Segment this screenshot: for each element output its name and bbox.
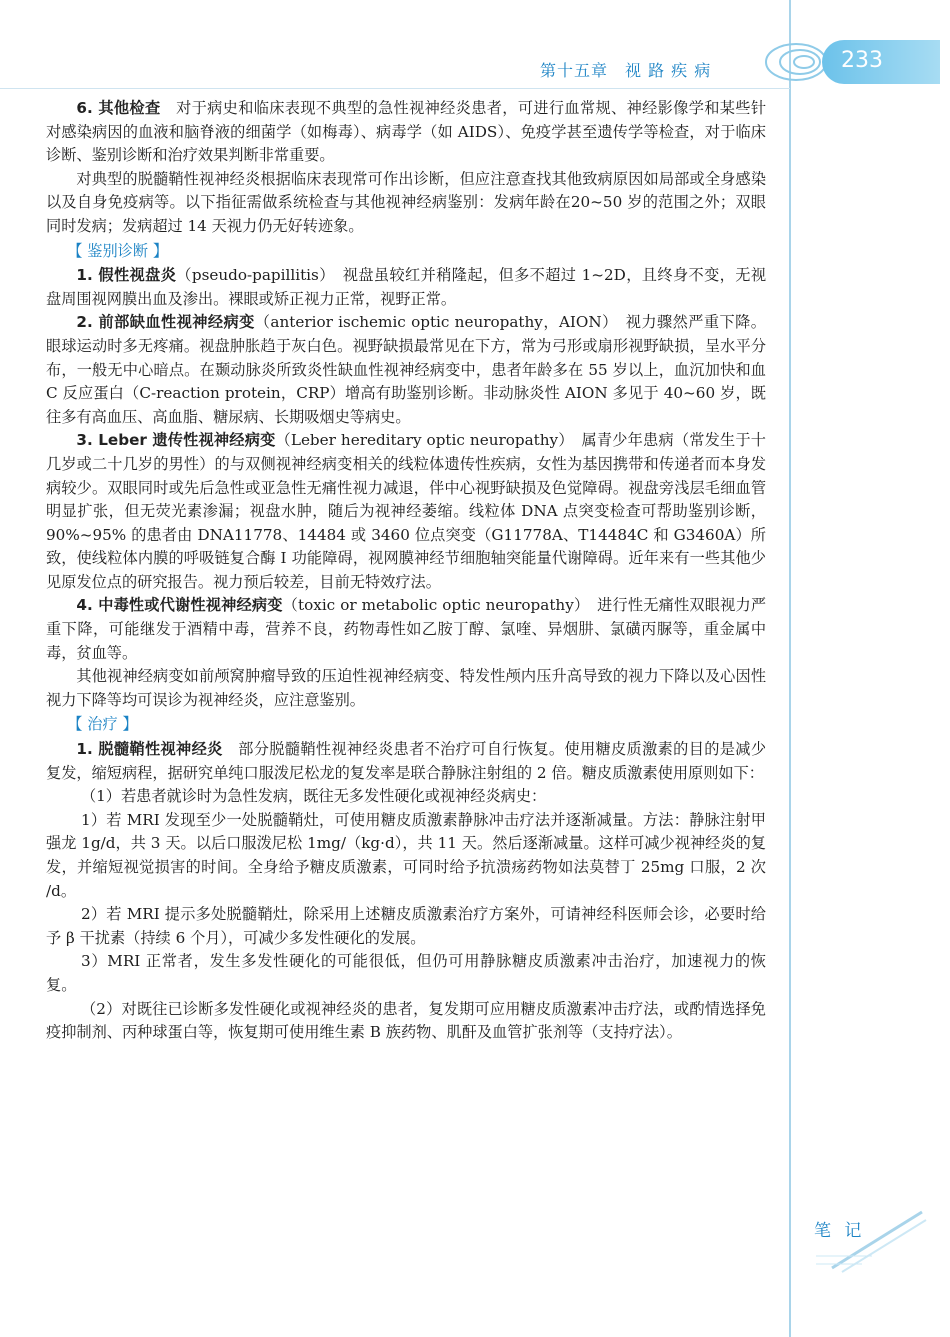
header-rule [0, 88, 790, 89]
heading-pseudo-papillitis: 1. 假性视盘炎 [76, 266, 177, 285]
paragraph-aion [46, 311, 766, 429]
paragraph-mri-one-lesion: 1）若 MRI 发现至少一处脱髓鞘灶，可使用糖皮质激素静脉冲击疗法并逐渐减量。方法：静脉注射甲强龙 1g/d，共 3 天。以后口服泼尼松 1mg/（kg·d），共 11 天。然后逐渐减量。这样可减少视神经炎的复发，并缩短视觉损害的时间。全身给予糖皮质激素，可同时给予抗溃疡药物如法莫替丁 25mg 口服，2 次 /d。 [46, 810, 766, 900]
heading-aion: 2. 前部缺血性视神经病变 [76, 313, 255, 332]
heading-other-exams: 6. 其他检查 [76, 99, 161, 117]
text-aion: （anterior ischemic optic neuropathy，AION） 视力骤然严重下降。眼球运动时多无疼痛。视盘肿胀趋于灰白色。视野缺损最常见在下方，常为弓形或扇形视野缺损，呈水平分布，一般无中心暗点。在颞动脉炎所致炎性缺血性视神经病变中，患者年龄多在 55 岁以上，血沉加快和血 C 反应蛋白（C-reaction protein，CRP）增高有助鉴别诊断。非动脉炎性 AION 多见于 40~60 岁，既往多有高血压、高血脂、糖尿病、长期吸烟史等病史。 [46, 313, 766, 426]
paragraph-pseudo-papillitis [46, 264, 766, 311]
paragraph-mri-normal: 3）MRI 正常者，发生多发性硬化的可能很低，但仍可用静脉糖皮质激素冲击治疗，加速视力的恢复。 [46, 952, 766, 994]
paragraph-mri-multiple-lesions: 2）若 MRI 提示多处脱髓鞘灶，除采用上述糖皮质激素治疗方案外，可请神经科医师会诊，必要时给予 β 干扰素（持续 6 个月），可减少多发性硬化的发展。 [46, 905, 766, 947]
page-number: 233 [841, 48, 883, 73]
heading-leber: 3. Leber 遗传性视神经病变 [76, 431, 276, 450]
margin-rule [789, 0, 791, 1337]
text-pseudo-papillitis: （pseudo-papillitis） 视盘虽较红并稍隆起，但多不超过 1~2D，且终身不变，无视盘周围视网膜出血及渗出。裸眼或矫正视力正常，视野正常。 [46, 266, 767, 308]
paragraph-other-neuropathy: 其他视神经病变如前颅窝肿瘤导致的压迫性视神经病变、特发性颅内压升高导致的视力下降以及心因性视力下降等均可误诊为视神经炎，应注意鉴别。 [46, 667, 766, 709]
text-leber: （Leber hereditary optic neuropathy） 属青少年患病（常发生于十几岁或二十几岁的男性）的与双侧视神经病变相关的线粒体遗传性疾病，女性为基因携带和传递者而本身发病较少。双眼同时或先后急性或亚急性无痛性视力减退，伴中心视野缺损及色觉障碍。视盘旁浅层毛细血管明显扩张，但无荧光素渗漏；视盘水肿，随后为视神经萎缩。线粒体 DNA 点突变检查可帮助鉴别诊断，90%~95% 的患者由 DNA11778、14484 或 3460 位点突变（G11778A、T14484C 和 G3460A）所致，使线粒体内膜的呼吸链复合酶 Ⅰ 功能障碍，视网膜神经节细胞轴突能量代谢障碍。近年来有一些其他少见原发位点的研究报告。视力预后较差，目前无特效疗法。 [46, 431, 766, 591]
paragraph-diagnosis: 对典型的脱髓鞘性视神经炎根据临床表现常可作出诊断，但应注意查找其他致病原因如局部或全身感染以及自身免疫病等。以下指征需做系统检查与其他视神经病鉴别：发病年龄在20~50 岁的范围之外；双眼同时发病；发病超过 14 天视力仍无好转迹象。 [46, 169, 766, 235]
section-treatment: 【 治疗 】 [67, 715, 138, 734]
paragraph-other-exams [46, 97, 766, 168]
swirl-ornament-icon [756, 38, 830, 86]
paragraph-acute-onset: （1）若患者就诊时为急性发病，既往无多发性硬化或视神经炎病史： [80, 787, 547, 806]
section-differential-diagnosis: 【 鉴别诊断 】 [67, 241, 169, 260]
chapter-title: 第十五章 视 路 疾 病 [540, 61, 712, 80]
text-demyelinating: 部分脱髓鞘性视神经炎患者不治疗可自行恢复。使用糖皮质激素的目的是减少复发，缩短病程，据研究单纯口服泼尼松龙的复发率是联合静脉注射组的 2 倍。糖皮质激素使用原则如下： [46, 740, 767, 782]
text-other-exams: 对于病史和临床表现不典型的急性视神经炎患者，可进行血常规、神经影像学和某些针对感染病因的血液和脑脊液的细菌学（如梅毒）、病毒学（如 AIDS）、免疫学甚至遗传学等检查，对于临床诊断、鉴别诊断和治疗效果判断非常重要。 [46, 99, 767, 165]
heading-toxic: 4. 中毒性或代谢性视神经病变 [76, 596, 283, 615]
notes-label: 笔 记 [814, 1221, 866, 1241]
paragraph-demyelinating [46, 738, 766, 785]
paragraph-toxic [46, 594, 766, 665]
page-body [46, 97, 766, 1045]
text-toxic: （toxic or metabolic optic neuropathy） 进行性无痛性双眼视力严重下降，可能继发于酒精中毒，营养不良，药物毒性如乙胺丁醇、氯喹、异烟肼、氯磺丙脲等，重金属中毒，贫血等。 [46, 596, 767, 662]
heading-demyelinating: 1. 脱髓鞘性视神经炎 [76, 740, 223, 759]
paragraph-leber [46, 429, 766, 594]
paragraph-diagnosed-ms: （2）对既往已诊断多发性硬化或视神经炎的患者，复发期可应用糖皮质激素冲击疗法，或酌情选择免疫抑制剂、丙种球蛋白等，恢复期可使用维生素 B 族药物、肌酐及血管扩张剂等（支持疗法）。 [46, 999, 766, 1042]
